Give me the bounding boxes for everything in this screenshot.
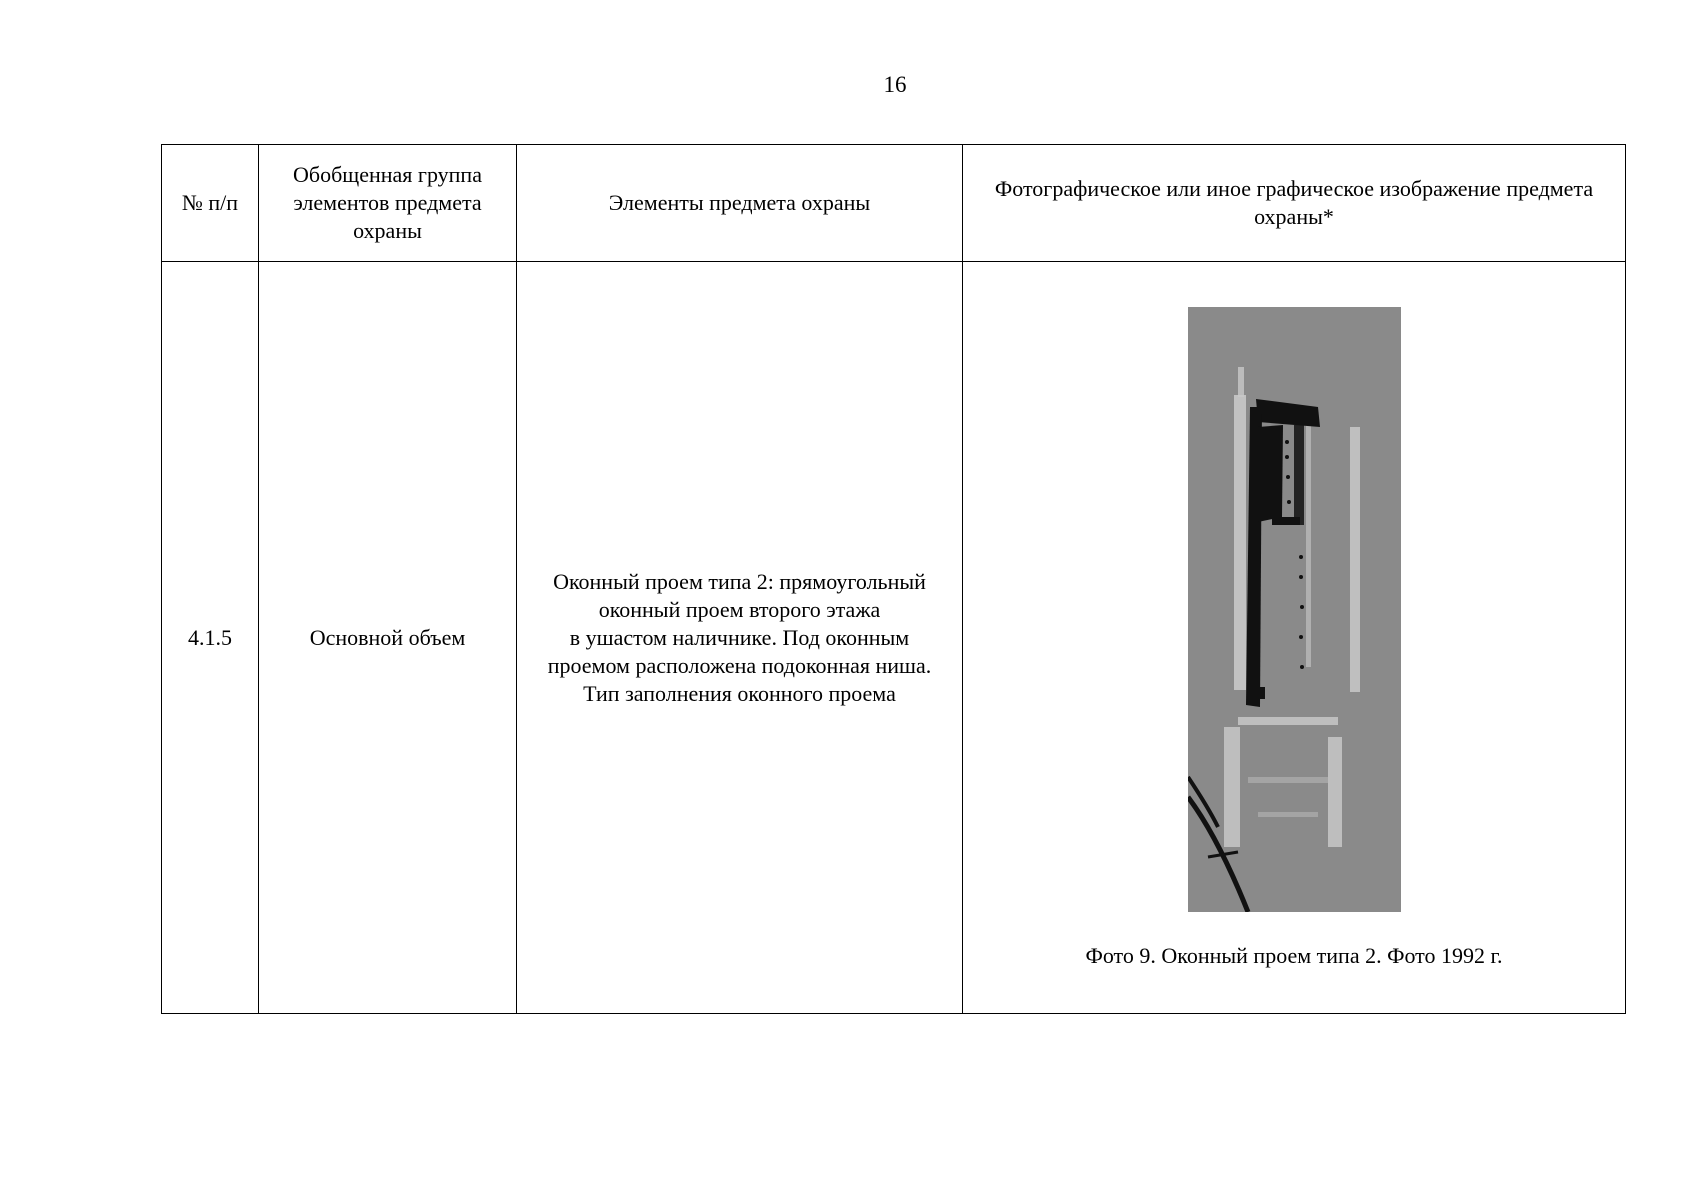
photo-caption: Фото 9. Оконный проем типа 2. Фото 1992 г.: [1085, 943, 1503, 968]
row-photo-cell: [963, 262, 1626, 1014]
header-num: № п/п: [162, 145, 259, 262]
header-group: Обобщенная группа элементов предмета охраны: [259, 145, 517, 262]
window-photo-drawing: [1188, 307, 1401, 912]
table-header-row: [162, 145, 1626, 262]
row-group: Основной объем: [259, 262, 517, 1014]
window-photo-image: [1188, 307, 1401, 912]
protection-subject-table: [161, 144, 1626, 1014]
header-elements: Элементы предмета охраны: [517, 145, 963, 262]
table-row: [162, 262, 1626, 1014]
row-elements: Оконный проем типа 2: прямоугольный оконный проем второго этажа в ушастом наличнике. Под оконным проемом расположена подоконная ниша. Тип заполнения оконного проема: [517, 262, 963, 1014]
row-num: 4.1.5: [162, 262, 259, 1014]
header-photo: Фотографическое или иное графическое изображение предмета охраны*: [963, 145, 1626, 262]
page-number: 16: [883, 72, 907, 97]
